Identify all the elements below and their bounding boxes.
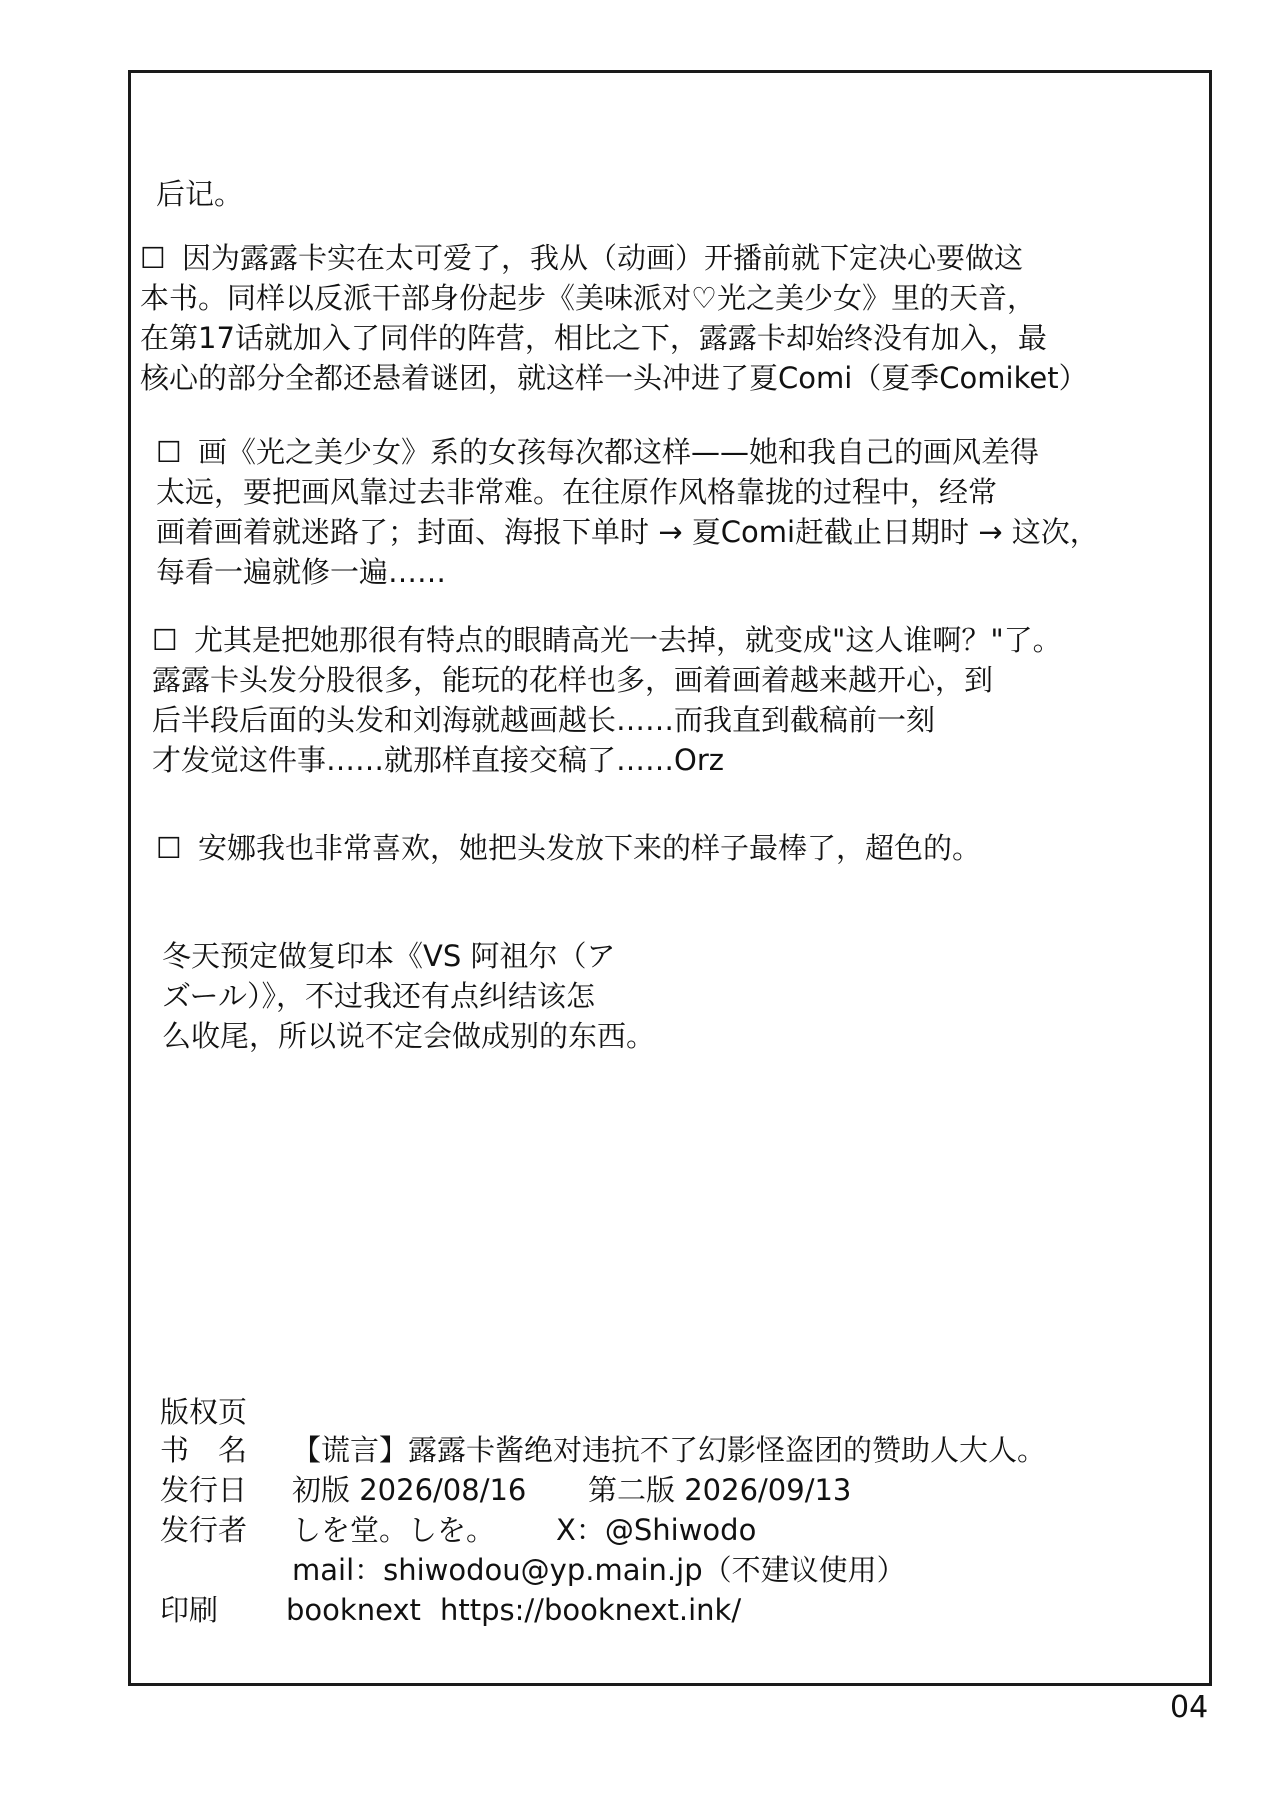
colophon-mail: mail：shiwodou@yp.main.jp（不建议使用） (292, 1553, 906, 1587)
colophon-printer-url: https://booknext.ink/ (440, 1593, 742, 1627)
paragraph-2-marker: ☐ (156, 435, 182, 469)
paragraph-3-marker: ☐ (152, 623, 178, 657)
paragraph-4-marker: ☐ (156, 831, 182, 865)
paragraph-1-line-2: 本书。同样以反派干部身份起步《美味派对♡光之美少女》里的天音， (140, 281, 1036, 315)
paragraph-4-line-1: 安娜我也非常喜欢，她把头发放下来的样子最棒了，超色的。 (198, 831, 982, 865)
page-number: 04 (1170, 1690, 1209, 1725)
paragraph-3-line-4: 才发觉这件事……就那样直接交稿了……Orz (152, 743, 724, 777)
colophon-title-value: 【谎言】露露卡酱绝对违抗不了幻影怪盗团的赞助人大人。 (292, 1433, 1047, 1467)
paragraph-1-marker: ☐ (140, 241, 166, 275)
colophon-publisher-label: 发行者 (160, 1513, 248, 1547)
paragraph-2-line-3: 画着画着就迷路了；封面、海报下单时 → 夏Comi赶截止日期时 → 这次， (156, 515, 1099, 549)
paragraph-5-line-3: 么收尾，所以说不定会做成别的东西。 (162, 1019, 656, 1053)
afterword-title: 后记。 (156, 177, 244, 211)
colophon-date-label: 发行日 (160, 1473, 248, 1507)
colophon-heading: 版权页 (160, 1395, 248, 1429)
paragraph-2-line-2: 太远，要把画风靠过去非常难。在往原作风格靠拢的过程中，经常 (156, 475, 998, 509)
colophon-publisher-value: しを堂。しを。 (292, 1513, 496, 1547)
paragraph-2-line-1: 画《光之美少女》系的女孩每次都这样——她和我自己的画风差得 (198, 435, 1040, 469)
paragraph-3-line-3: 后半段后面的头发和刘海就越画越长……而我直到截稿前一刻 (152, 703, 936, 737)
paragraph-3-line-2: 露露卡头发分股很多，能玩的花样也多，画着画着越来越开心，到 (152, 663, 994, 697)
paragraph-1-line-3: 在第17话就加入了同伴的阵营，相比之下，露露卡却始终没有加入，最 (140, 321, 1047, 355)
colophon-first-edition: 初版 2026/08/16 (292, 1473, 527, 1507)
paragraph-5-line-2: ズール）》，不过我还有点纠结该怎 (162, 979, 595, 1013)
paragraph-1-line-4: 核心的部分全都还悬着谜团，就这样一头冲进了夏Comi（夏季Comiket） (140, 361, 1088, 395)
colophon-printer-name: booknext (286, 1593, 421, 1627)
colophon-x-handle: X：@Shiwodo (556, 1513, 757, 1547)
paragraph-1-line-1: 因为露露卡实在太可爱了，我从（动画）开播前就下定决心要做这 (182, 241, 1024, 275)
colophon-title-label: 书 名 (160, 1433, 248, 1467)
paragraph-5-line-1: 冬天预定做复印本《VS 阿祖尔（ア (162, 939, 616, 973)
colophon-second-edition: 第二版 2026/09/13 (588, 1473, 852, 1507)
paragraph-2-line-4: 每看一遍就修一遍…… (156, 555, 447, 589)
paragraph-3-line-1: 尤其是把她那很有特点的眼睛高光一去掉，就变成"这人谁啊？"了。 (194, 623, 1062, 657)
colophon-printer-label: 印刷 (160, 1593, 219, 1627)
